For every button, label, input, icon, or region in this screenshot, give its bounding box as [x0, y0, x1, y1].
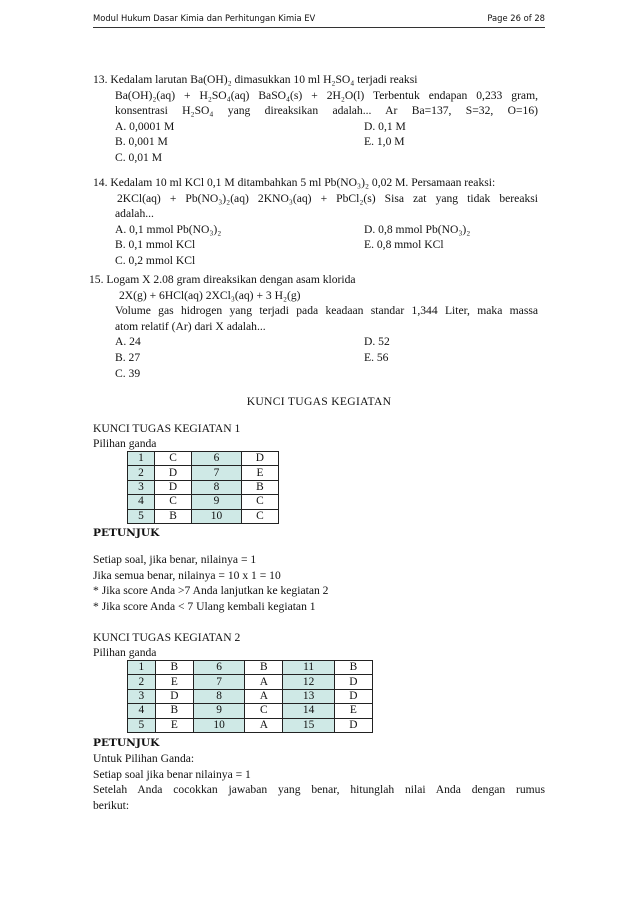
question-number-cell: 6	[192, 452, 242, 466]
answer-cell: C	[154, 495, 191, 509]
question-15-stem: 15. Logam X 2.08 gram direaksikan dengan asam klorida	[89, 273, 356, 286]
question-number-cell: 2	[128, 466, 155, 480]
answer-key-2-table	[127, 660, 373, 733]
question-number-cell: 7	[192, 466, 242, 480]
option-d: D. 0,1 M	[364, 119, 406, 133]
answer-key-row	[128, 480, 279, 494]
answer-cell: E	[155, 718, 193, 732]
answer-cell: C	[245, 704, 283, 718]
answer-cell: B	[154, 509, 191, 523]
option-a: A. 24	[115, 335, 141, 349]
answer-cell: D	[334, 689, 372, 703]
answer-cell: C	[154, 452, 191, 466]
answer-key-row	[128, 704, 373, 718]
question-number-cell: 8	[192, 480, 242, 494]
question-number-cell: 11	[283, 661, 334, 675]
answer-cell: D	[154, 480, 191, 494]
option-d: D. 52	[364, 335, 390, 349]
question-number-cell: 4	[128, 704, 156, 718]
question-13-stem: 13. Kedalam larutan Ba(OH)₂ dimasukkan 10 ml H₂SO₄ terjadi reaksi	[93, 73, 418, 86]
instruction-line: * Jika score Anda >7 Anda lanjutkan ke kegiatan 2	[93, 584, 329, 598]
answer-key-2-title: KUNCI TUGAS KEGIATAN 2	[93, 631, 241, 644]
question-number-cell: 6	[193, 661, 244, 675]
answer-key-2-subtitle: Pilihan ganda	[93, 646, 157, 660]
question-number-cell: 10	[192, 509, 242, 523]
page-header	[93, 13, 545, 28]
option-row	[115, 366, 538, 382]
question-13-stem-cont: konsentrasi H₂SO₄ yang direaksikan adalah... Ar Ba=137, S=32, O=16)	[115, 104, 538, 118]
question-number-cell: 3	[128, 480, 155, 494]
option-c: C. 39	[115, 366, 141, 380]
question-number-cell: 3	[128, 689, 156, 703]
question-13-equation: Ba(OH)₂(aq) + H₂SO₄(aq) BaSO₄(s) + 2H₂O(l) Terbentuk endapan 0,233 gram,	[115, 88, 538, 102]
option-b: B. 0,001 M	[115, 135, 168, 149]
option-row	[115, 237, 538, 253]
option-b: B. 27	[115, 350, 141, 364]
page-number: Page 26 of 28	[487, 13, 545, 23]
answer-key-row	[128, 452, 279, 466]
option-row	[115, 119, 538, 135]
instructions-heading: PETUNJUK	[93, 737, 160, 749]
option-row	[115, 134, 538, 150]
option-row	[115, 334, 538, 350]
question-14-equation: 2KCl(aq) + Pb(NO₃)₂(aq) 2KNO₃(aq) + PbCl₂(s) Sisa zat yang tidak bereaksi	[117, 191, 538, 205]
answer-cell: D	[334, 718, 372, 732]
option-a: A. 0,0001 M	[115, 119, 175, 133]
instruction-line: Jika semua benar, nilainya = 10 x 1 = 10	[93, 568, 281, 582]
answer-key-row	[128, 661, 373, 675]
instruction-line: Setelah Anda cocokkan jawaban yang benar, hitunglah nilai Anda dengan rumus	[93, 783, 545, 797]
answer-key-row	[128, 718, 373, 732]
answer-cell: A	[245, 718, 283, 732]
answer-key-1-table	[127, 451, 279, 524]
question-number-cell: 7	[193, 675, 244, 689]
answer-cell: B	[241, 480, 278, 494]
question-number-cell: 13	[283, 689, 334, 703]
answer-key-1-heading	[93, 421, 240, 452]
question-number-cell: 5	[128, 509, 155, 523]
option-c: C. 0,01 M	[115, 150, 163, 164]
answer-cell: B	[334, 661, 372, 675]
answer-key-row	[128, 509, 279, 523]
answer-cell: C	[241, 509, 278, 523]
question-number-cell: 10	[193, 718, 244, 732]
question-number-cell: 9	[193, 704, 244, 718]
question-13	[93, 72, 538, 166]
answer-cell: E	[155, 675, 193, 689]
answer-cell: D	[154, 466, 191, 480]
option-d: D. 0,8 mmol Pb(NO₃)₂	[364, 222, 471, 236]
option-a: A. 0,1 mmol Pb(NO₃)₂	[115, 222, 222, 236]
answer-cell: E	[241, 466, 278, 480]
answer-cell: D	[241, 452, 278, 466]
answer-key-2-heading	[93, 630, 240, 661]
answer-key-row	[128, 495, 279, 509]
answer-cell: B	[155, 704, 193, 718]
question-number-cell: 5	[128, 718, 156, 732]
question-15-stem-cont-2: atom relatif (Ar) dari X adalah...	[115, 319, 266, 333]
option-e: E. 56	[364, 350, 389, 364]
question-number-cell: 8	[193, 689, 244, 703]
answer-cell: D	[155, 689, 193, 703]
answer-key-1-title: KUNCI TUGAS KEGIATAN 1	[93, 422, 241, 435]
answer-cell: A	[245, 689, 283, 703]
answer-key-row	[128, 689, 373, 703]
answer-key-row	[128, 675, 373, 689]
option-e: E. 1,0 M	[364, 135, 405, 149]
question-15-equation: 2X(g) + 6HCl(aq) 2XCl₃(aq) + 3 H₂(g)	[119, 288, 301, 302]
option-row	[115, 253, 538, 269]
question-14-stem-cont: adalah...	[115, 207, 154, 221]
option-row	[115, 350, 538, 366]
answer-key-title: KUNCI TUGAS KEGIATAN	[246, 395, 392, 408]
option-b: B. 0,1 mmol KCl	[115, 238, 196, 252]
instruction-line: berikut:	[93, 798, 130, 812]
question-number-cell: 14	[283, 704, 334, 718]
question-number-cell: 1	[128, 452, 155, 466]
option-row	[115, 150, 538, 166]
question-15	[89, 272, 538, 381]
question-number-cell: 4	[128, 495, 155, 509]
instruction-line: Setiap soal jika benar nilainya = 1	[93, 767, 251, 781]
instruction-line: * Jika score Anda < 7 Ulang kembali kegiatan 1	[93, 599, 316, 613]
option-e: E. 0,8 mmol KCl	[364, 238, 444, 252]
answer-key-1-subtitle: Pilihan ganda	[93, 437, 157, 451]
option-c: C. 0,2 mmol KCl	[115, 253, 196, 267]
module-title: Modul Hukum Dasar Kimia dan Perhitungan Kimia EV	[93, 13, 316, 23]
answer-cell: A	[245, 675, 283, 689]
answer-cell: B	[245, 661, 283, 675]
instruction-line: Setiap soal, jika benar, nilainya = 1	[93, 553, 257, 567]
question-number-cell: 2	[128, 675, 156, 689]
answer-key-2-instructions	[93, 736, 545, 813]
answer-cell: E	[334, 704, 372, 718]
answer-cell: B	[155, 661, 193, 675]
answer-key-1-instructions	[93, 526, 328, 614]
answer-key-row	[128, 466, 279, 480]
answer-cell: C	[241, 495, 278, 509]
answer-cell: D	[334, 675, 372, 689]
question-14	[93, 175, 538, 269]
option-row	[115, 222, 538, 238]
question-14-stem: 14. Kedalam 10 ml KCl 0,1 M ditambahkan 5 ml Pb(NO₃)₂ 0,02 M. Persamaan reaksi:	[93, 176, 496, 189]
question-number-cell: 1	[128, 661, 156, 675]
question-15-stem-cont: Volume gas hidrogen yang terjadi pada keadaan standar 1,344 Liter, maka massa	[115, 304, 538, 318]
question-number-cell: 15	[283, 718, 334, 732]
question-number-cell: 9	[192, 495, 242, 509]
instructions-heading: PETUNJUK	[93, 527, 160, 539]
question-number-cell: 12	[283, 675, 334, 689]
instruction-line: Untuk Pilihan Ganda:	[93, 752, 195, 766]
